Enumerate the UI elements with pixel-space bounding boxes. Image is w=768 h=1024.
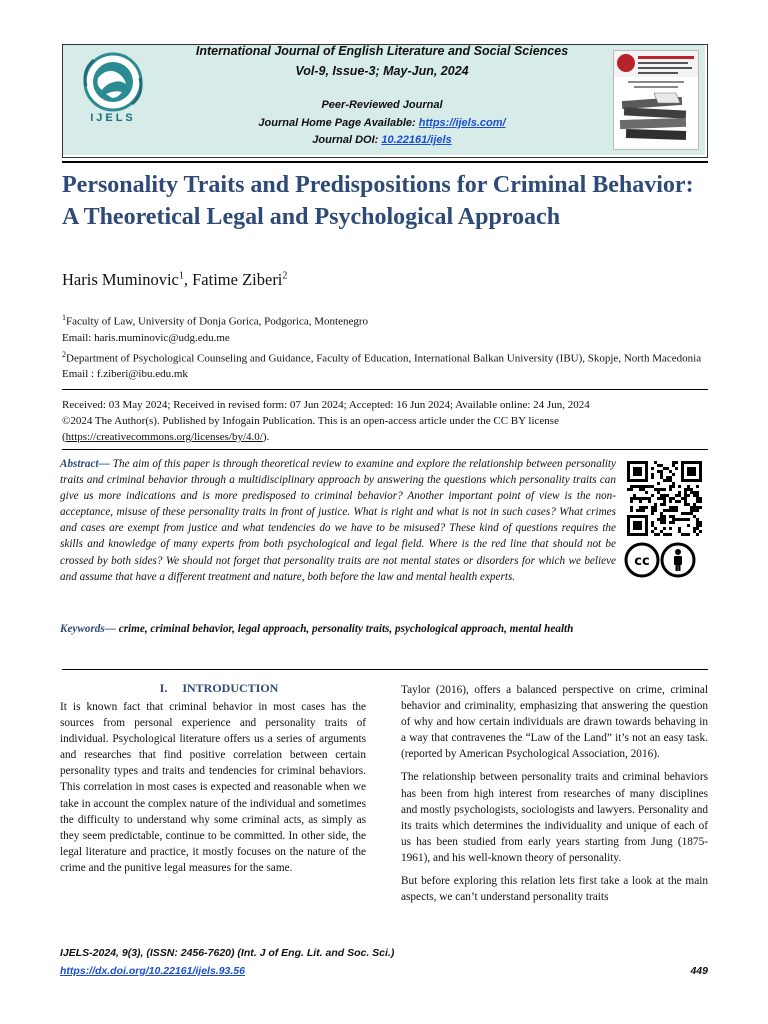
right-paragraph-3: But before exploring this relation lets first take a look at the main aspects, we can’t understand personality traits	[401, 875, 708, 904]
right-paragraph-2: The relationship between personality traits and criminal behaviors has been from high interest from researches of many disciplines and mostly psychologists, sociologists and lawyers. Personality and its traits which determines the individuality and unique of each of us has been studied from early years starting from Jung (1875-1961), and his well-known theory of personality.	[401, 771, 708, 864]
section-title: INTRODUCTION	[182, 681, 279, 695]
homepage-link[interactable]: https://ijels.com/	[418, 117, 506, 129]
affiliation-1: Faculty of Law, University of Donja Gorica, Podgorica, Montenegro	[66, 315, 369, 328]
footer-citation: IJELS-2024, 9(3), (ISSN: 2456-7620) (Int. J of Eng. Lit. and Soc. Sci.)	[60, 947, 395, 959]
author-2: Fatime Ziberi	[192, 270, 283, 289]
license-open: (	[62, 431, 66, 443]
right-column	[401, 682, 708, 905]
peer-reviewed-label: Peer-Reviewed Journal	[321, 99, 443, 111]
cc-by-license-icon[interactable]	[624, 542, 708, 578]
intro-paragraph-1: It is known fact that criminal behavior in most cases has the sources from personal experience and personality traits of individual. Psychological literature offers us a series of arguments and researches that find positive correlation between certain personality types and traits and tendencies for criminal behaviors. This correlation in most cases is expected and reasonable when we take in account the complex nature of the individual and sometimes the difficulty to understand why some criminal acts, as simply as they seem predictable, continue to be committed. In other side, the legal literature and practice, it mostly focuses on the nature of the crime and the punitive legal measures for the same.	[60, 701, 366, 874]
svg-text:cc: cc	[634, 554, 650, 569]
author-separator: ,	[183, 270, 193, 289]
logo-text: IJELS	[90, 112, 136, 124]
footer-doi-link[interactable]: https://dx.doi.org/10.22161/ijels.93.56	[60, 965, 245, 977]
affiliation-2: Department of Psychological Counseling and Guidance, Faculty of Education, International Balkan University (IBU), Skopje, North Macedonia	[66, 352, 702, 365]
doi-label: Journal DOI:	[312, 134, 382, 146]
left-column	[60, 699, 366, 876]
email-2: Email : f.ziberi@ibu.edu.mk	[62, 368, 188, 381]
keywords-block	[60, 621, 616, 638]
author-2-sup: 2	[282, 270, 288, 282]
abstract-bottom-rule	[62, 669, 708, 670]
affiliations	[62, 310, 702, 382]
abstract-block	[60, 456, 616, 585]
journal-name: International Journal of English Literature and Social Sciences	[195, 44, 569, 58]
license-line: ©2024 The Author(s). Published by Infogain Publication. This is an open-access article under the CC BY license	[62, 415, 559, 427]
section-heading	[62, 681, 376, 696]
right-paragraph-1: Taylor (2016), offers a balanced perspective on crime, criminal behavior and criminality, emphasizing that answering the question of why and how certain individuals are drawn towards behaving in a way that contravenes the “Law of the Land” it’s not an easy task. (reported by American Psychological Association, 2016).	[401, 684, 708, 761]
journal-cover-image	[613, 50, 699, 150]
author-list	[62, 270, 287, 290]
header-rule	[62, 161, 708, 163]
keywords-text: crime, criminal behavior, legal approach, personality traits, psychological approach, mental health	[115, 623, 574, 635]
page-number: 449	[690, 965, 708, 977]
section-number: I.	[159, 681, 168, 695]
aff-1-sup: 1	[62, 313, 66, 322]
license-close: ).	[262, 431, 270, 443]
abstract-label: Abstract—	[60, 458, 110, 470]
abstract-text: The aim of this paper is through theoretical review to examine and explore the relationship between personality traits and criminal behavior through a multidisciplinary approach by answering the questions which personality traits can give us more indications and is more predisposed to criminal behavior? Another important point of view is the non-acceptance, misuse of these personality traits in front of justice. What is right and what is not in such cases? What crimes and cases are exempt from justice and what tendencies do we have to be misused? These kind of questions requires the skills and knowledge of many experts from both psychological and legal field. Where is the red line that should not be crossed by both sides? We should not forget that personality traits are not mental states or disorders for which we believe and assume that have a different treatment and nature, both before the law and mental health experts.	[60, 458, 616, 583]
affiliation-rule	[62, 389, 708, 390]
paper-title: Personality Traits and Predispositions for Criminal Behavior: A Theoretical Legal and Psychological Approach	[62, 172, 694, 230]
article-history	[62, 398, 702, 445]
journal-volume: Vol-9, Issue-3; May-Jun, 2024	[295, 64, 469, 78]
doi-link[interactable]: 10.22161/ijels	[381, 134, 452, 146]
homepage-line	[160, 117, 604, 129]
homepage-label: Journal Home Page Available:	[258, 117, 419, 129]
abstract-top-rule	[62, 449, 708, 450]
license-link[interactable]: https://creativecommons.org/licenses/by/4.0/	[65, 431, 263, 443]
author-1: Haris Muminovic	[62, 270, 179, 289]
doi-line	[160, 134, 604, 146]
keywords-label: Keywords—	[60, 623, 116, 635]
aff-2-sup: 2	[62, 349, 66, 359]
author-1-sup: 1	[178, 270, 184, 282]
email-1: Email: haris.muminovic@udg.edu.me	[62, 331, 230, 344]
dates-line: Received: 03 May 2024; Received in revised form: 07 Jun 2024; Accepted: 16 Jun 2024; Available online: 24 Jun, 2024	[62, 399, 590, 411]
qr-code-icon[interactable]	[622, 461, 708, 537]
